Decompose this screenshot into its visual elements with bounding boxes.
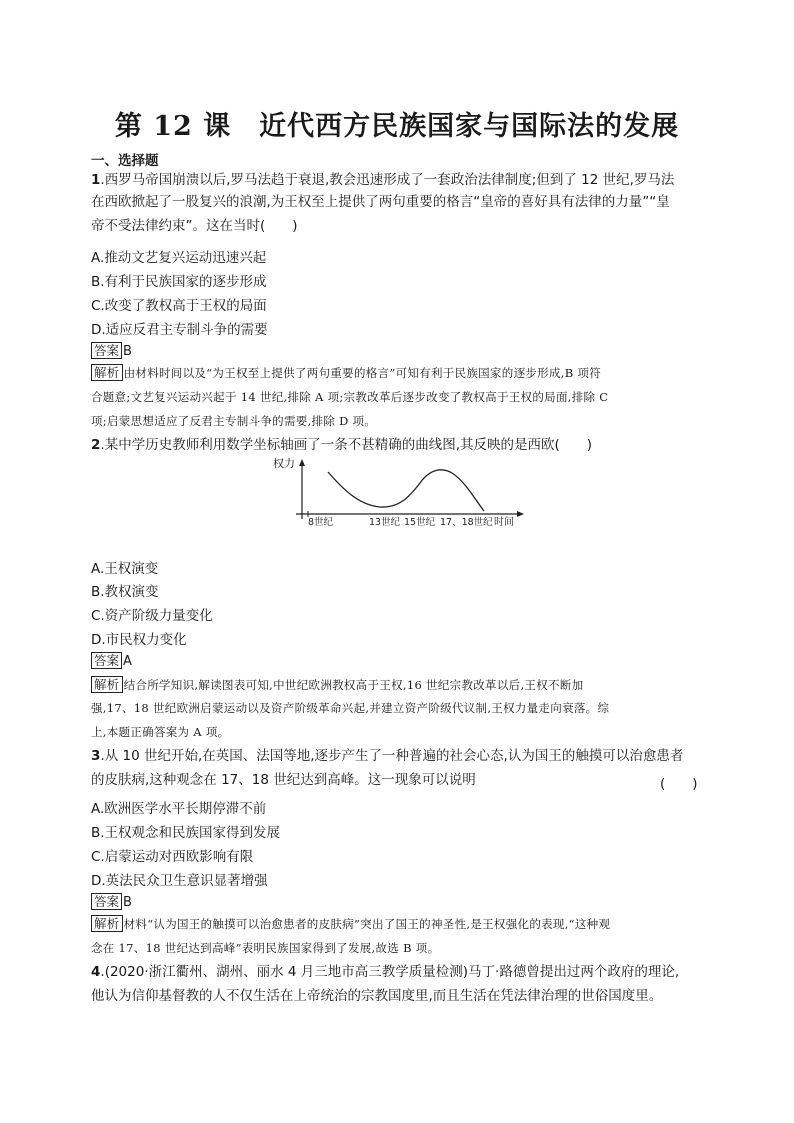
q2-explain-line-1: 解析 结合所学知识,解读图表可知,中世纪欧洲教权高于王权,16 世纪宗教改革以后,王权不断加 <box>91 676 583 693</box>
graph-tick-17-18: 17、18世纪 <box>440 517 493 528</box>
q1-option-c: C.改变了教权高于王权的局面 <box>91 298 267 314</box>
q3-option-c: C.启蒙运动对西欧影响有限 <box>91 849 254 865</box>
q1-explain-line-1: 解析 由材料时间以及“为王权至上提供了两句重要的格言”可知有利于民族国家的逐步形成,B 项符 <box>91 364 601 381</box>
q3-answer-paren: ( ) <box>660 776 698 792</box>
q3-option-d: D.英法民众卫生意识显著增强 <box>91 873 268 889</box>
answer-tag: 答案 <box>91 342 122 359</box>
q3-explain-line-1: 解析 材料“认为国王的触摸可以治愈患者的皮肤病”突出了国王的神圣性,是王权强化的表现,“这种观 <box>91 915 610 932</box>
explain-tag: 解析 <box>91 676 123 693</box>
q4-line-2: 他认为信仰基督教的人不仅生活在上帝统治的宗教国度里,而且生活在凭法律治理的世俗国度里。 <box>91 988 663 1004</box>
answer-tag: 答案 <box>91 652 122 669</box>
q2-number: 2 <box>91 437 101 453</box>
q2-explain-line-3: 上,本题正确答案为 A 项。 <box>91 725 230 739</box>
q3-option-b: B.王权观念和民族国家得到发展 <box>91 825 281 841</box>
q3-option-a: A.欧洲医学水平长期停滞不前 <box>91 801 267 817</box>
q2-option-a: A.王权演变 <box>91 561 159 577</box>
explain-tag: 解析 <box>91 364 123 381</box>
q1-number: 1 <box>91 172 101 188</box>
section-heading: 一、选择题 <box>91 153 159 169</box>
graph-curve <box>328 470 484 511</box>
q2-option-b: B.教权演变 <box>91 584 159 600</box>
q1-answer-value: B <box>123 344 132 359</box>
q2-option-c: C.资产阶级力量变化 <box>91 608 213 624</box>
q1-line-3: 帝不受法律约束”。这在当时( ) <box>91 218 298 234</box>
q1-explain-line-2: 合题意;文艺复兴运动兴起于 14 世纪,排除 A 项;宗教改革后逐步改变了教权高于王权的局面,排除 C <box>91 390 609 404</box>
graph-y-label: 权力 <box>273 457 295 470</box>
power-curve-graph <box>270 453 530 533</box>
q3-line-2: 的皮肤病,这种观念在 17、18 世纪达到高峰。这一现象可以说明 <box>91 772 476 788</box>
q1-option-d: D.适应反君主专制斗争的需要 <box>91 322 268 338</box>
explain-tag: 解析 <box>91 915 123 932</box>
lesson-title: 第 12 课 近代西方民族国家与国际法的发展 <box>114 111 680 142</box>
q1-option-b: B.有利于民族国家的逐步形成 <box>91 274 267 290</box>
graph-tick-8: 8世纪 <box>308 517 334 528</box>
graph-y-arrow <box>299 459 305 466</box>
q3-answer-value: B <box>123 895 132 910</box>
q3-answer <box>91 893 132 910</box>
q1-line-2: 在西欧掀起了一股复兴的浪潮,为王权至上提供了两句重要的格言“皇帝的喜好具有法律的力量”“皇 <box>91 194 670 210</box>
graph-tick-13: 13世纪 <box>369 517 401 528</box>
q2-answer <box>91 652 132 669</box>
answer-tag: 答案 <box>91 893 122 910</box>
q1-option-a: A.推动文艺复兴运动迅速兴起 <box>91 250 267 266</box>
q4-number: 4 <box>91 964 101 980</box>
q2-stem: 2.某中学历史教师利用数学坐标轴画了一条不甚精确的曲线图,其反映的是西欧( ) <box>91 437 593 453</box>
graph-x-arrow <box>517 511 524 517</box>
graph-x-label: 时间 <box>494 517 514 528</box>
q1-line-1: 1.西罗马帝国崩溃以后,罗马法趋于衰退,教会迅速形成了一套政治法律制度;但到了 12 世纪,罗马法 <box>91 172 675 188</box>
q3-explain-line-2: 念在 17、18 世纪达到高峰”表明民族国家得到了发展,故选 B 项。 <box>91 941 440 955</box>
graph-tick-15: 15世纪 <box>404 517 436 528</box>
q1-answer <box>91 342 132 359</box>
q4-line-1: 4.(2020·浙江衢州、湖州、丽水 4 月三地市高三教学质量检测)马丁·路德曾提出过两个政府的理论, <box>91 964 680 980</box>
q2-option-d: D.市民权力变化 <box>91 632 187 648</box>
q2-answer-value: A <box>123 654 132 669</box>
q1-explain-line-3: 项;启蒙思想适应了反君主专制斗争的需要,排除 D 项。 <box>91 414 377 428</box>
q3-number: 3 <box>91 748 101 764</box>
q2-explain-line-2: 强,17、18 世纪欧洲启蒙运动以及资产阶级革命兴起,并建立资产阶级代议制,王权力量走向衰落。综 <box>91 701 610 715</box>
q3-line-1: 3.从 10 世纪开始,在英国、法国等地,逐步产生了一种普遍的社会心态,认为国王的触摸可以治愈患者 <box>91 748 684 764</box>
